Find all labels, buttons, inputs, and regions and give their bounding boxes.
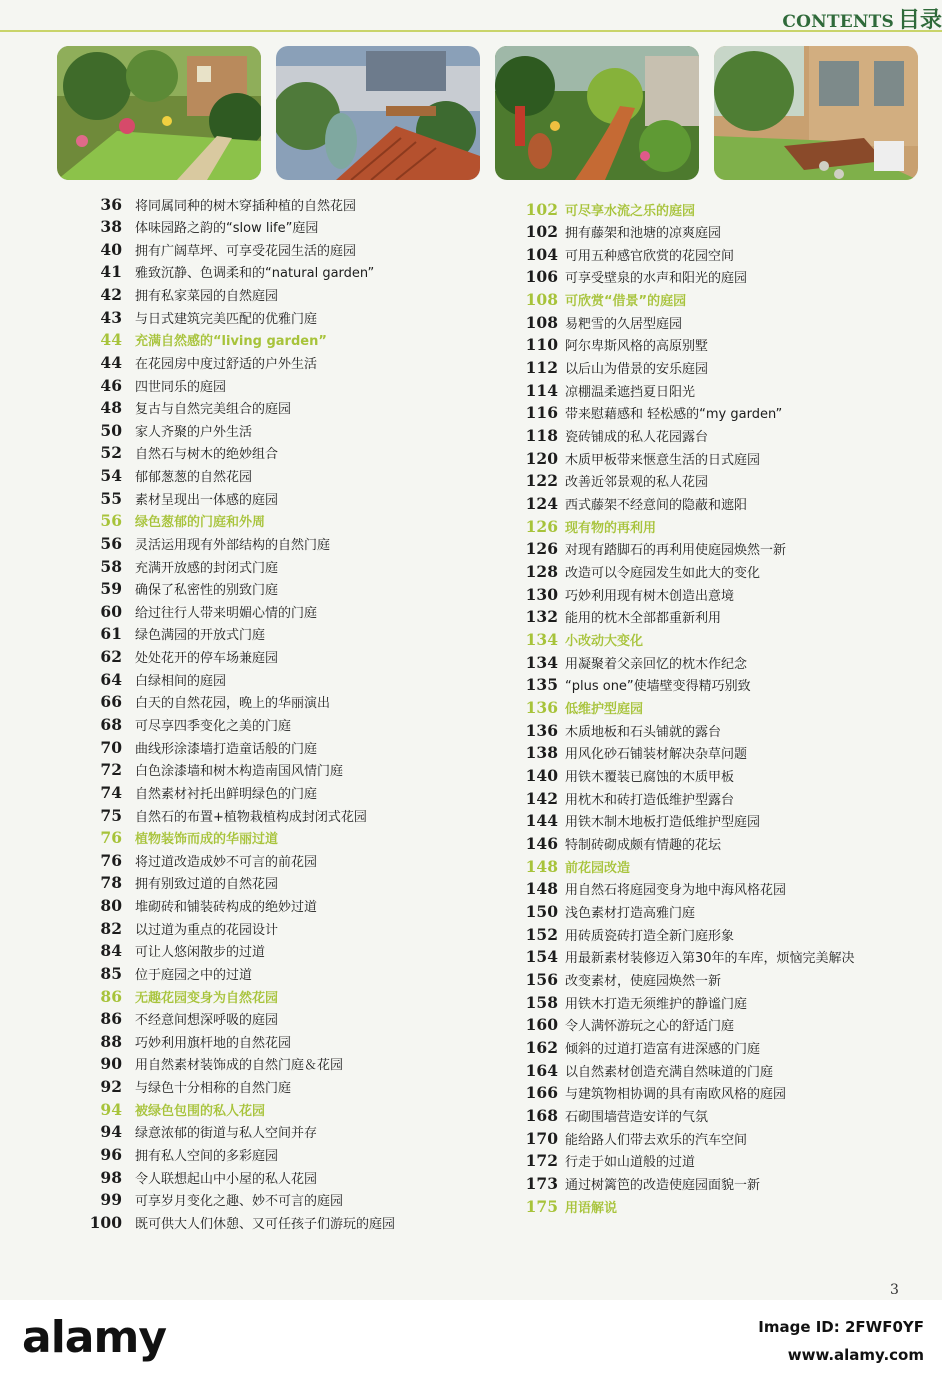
toc-entry (81, 623, 265, 645)
page-ref: 100 (89, 1212, 122, 1232)
toc-entry (81, 895, 317, 917)
page-ref: 98 (100, 1167, 122, 1187)
page-ref: 148 (525, 879, 558, 899)
toc-entry (515, 946, 855, 968)
page-ref: 75 (100, 805, 122, 825)
footer-image-id: Image ID: 2FWF0YF (758, 1318, 924, 1336)
entry-title: 自然素材衬托出鲜明绿色的门庭 (135, 786, 318, 802)
page-ref: 99 (100, 1190, 122, 1210)
page-ref: 106 (525, 267, 558, 287)
toc-entry (515, 470, 708, 492)
entry-title: 既可供大人们休憩、又可任孩子们游玩的庭园 (135, 1216, 396, 1232)
entry-title: 能用的枕木全部都重新利用 (565, 611, 722, 627)
page-ref: 126 (525, 539, 558, 559)
toc-entry (81, 781, 317, 803)
entry-title: 用铁木打造无须维护的静谧门庭 (565, 996, 748, 1012)
entry-title: 前花园改造 (565, 860, 631, 876)
entry-title: 体味园路之韵的“slow life”庭园 (135, 221, 319, 237)
page-ref: 44 (100, 330, 122, 350)
entry-title: 不经意间想深呼吸的庭园 (135, 1013, 279, 1029)
entry-title: 用最新素材装修迈入第30年的车库，烦恼完美解决 (565, 951, 855, 967)
page-ref: 76 (100, 850, 122, 870)
contents-label: CONTENTS (782, 12, 894, 32)
entry-title: 可尽享四季变化之美的门庭 (135, 718, 292, 734)
page-ref: 72 (100, 760, 122, 780)
toc-entry (81, 532, 330, 554)
entry-title: 浅色素材打造高雅门庭 (565, 905, 696, 921)
entry-title: 白天的自然花园，晚上的华丽演出 (135, 696, 331, 712)
section-heading (81, 510, 265, 532)
entry-title: 木质甲板带来惬意生活的日式庭园 (565, 452, 761, 468)
page-ref: 134 (525, 630, 558, 650)
toc-entry (81, 1030, 291, 1052)
entry-title: 拥有私家菜园的自然庭园 (135, 289, 279, 305)
page-ref: 86 (100, 1009, 122, 1029)
toc-entry (515, 991, 747, 1013)
toc-entry (515, 561, 760, 583)
page-ref: 120 (525, 448, 558, 468)
page-ref: 154 (525, 947, 558, 967)
entry-title: 可用五种感官欣赏的花园空间 (565, 248, 735, 264)
page-ref: 66 (100, 692, 122, 712)
toc-entry (81, 1143, 278, 1165)
page-ref: 96 (100, 1144, 122, 1164)
entry-title: 位于庭园之中的过道 (135, 967, 253, 983)
entry-title: 易粑雪的久居型庭园 (565, 316, 683, 332)
toc-entry (81, 216, 318, 238)
toc-entry (515, 447, 760, 469)
toc-entry (81, 1008, 278, 1030)
page-ref: 112 (525, 358, 558, 378)
page-ref: 52 (100, 443, 122, 463)
entry-title: 令人满怀游玩之心的舒适门庭 (565, 1019, 735, 1035)
entry-title: 西式藤架不经意间的隐蔽和遮阳 (565, 498, 748, 514)
entry-title: 植物装饰而成的华丽过道 (135, 832, 279, 848)
entry-title: 家人齐聚的户外生活 (135, 424, 253, 440)
page-ref: 102 (525, 199, 558, 219)
toc-entry (515, 923, 734, 945)
entry-title: 用风化砂石铺装材解决杂草问题 (565, 747, 748, 763)
toc-entry (515, 402, 782, 424)
page-ref: 90 (100, 1054, 122, 1074)
section-heading (81, 329, 327, 351)
page-ref: 102 (525, 222, 558, 242)
entry-title: 白绿相间的庭园 (135, 673, 227, 689)
page-ref: 50 (100, 420, 122, 440)
page-ref: 61 (100, 624, 122, 644)
entry-title: 给过往行人带来明媚心情的门庭 (135, 605, 318, 621)
page-ref: 55 (100, 488, 122, 508)
entry-title: 用自然素材装饰成的自然门庭＆花园 (135, 1058, 344, 1074)
toc-entry (81, 1189, 343, 1211)
entry-title: 堆砌砖和铺装砖构成的绝妙过道 (135, 900, 318, 916)
page-ref: 84 (100, 941, 122, 961)
page-ref: 136 (525, 720, 558, 740)
entry-title: 可享受壁泉的水声和阳光的庭园 (565, 271, 748, 287)
toc-entry (515, 832, 721, 854)
entry-title: 绿意浓郁的街道与私人空间并存 (135, 1126, 318, 1142)
page-ref: 94 (100, 1122, 122, 1142)
entry-title: 郁郁葱葱的自然花园 (135, 470, 253, 486)
entry-title: 拥有私人空间的多彩庭园 (135, 1148, 279, 1164)
toc-entry (81, 1211, 395, 1233)
page-ref: 82 (100, 918, 122, 938)
entry-title: 用铁木覆装已腐蚀的木质甲板 (565, 770, 735, 785)
toc-entry (515, 1082, 786, 1104)
section-heading (515, 515, 656, 537)
entry-title: 绿色满园的开放式门庭 (135, 628, 266, 644)
entry-title: 倾斜的过道打造富有进深感的门庭 (565, 1041, 761, 1057)
toc-entry (515, 266, 747, 288)
section-heading (515, 697, 643, 719)
toc-entry (81, 261, 374, 283)
entry-title: 在花园房中度过舒适的户外生活 (135, 356, 318, 372)
toc-entry (81, 1121, 317, 1143)
page-ref: 74 (100, 782, 122, 802)
entry-title: 特制砖砌成颇有情趣的花坛 (565, 837, 722, 853)
section-heading (81, 1098, 265, 1120)
entry-title: 瓷砖铺成的私人花园露台 (565, 430, 709, 446)
page-ref: 60 (100, 601, 122, 621)
page-ref: 156 (525, 969, 558, 989)
entry-title: 改造可以令庭园发生如此大的变化 (565, 566, 761, 582)
toc-entry (515, 900, 695, 922)
page-ref: 54 (100, 466, 122, 486)
entry-title: 小改动大变化 (565, 634, 644, 650)
page-ref: 46 (100, 375, 122, 395)
page-ref: 142 (525, 788, 558, 808)
page-ref: 108 (525, 312, 558, 332)
toc-entry (515, 243, 734, 265)
toc-entry (81, 284, 278, 306)
garden-photo-4 (714, 46, 918, 180)
page-ref: 78 (100, 873, 122, 893)
toc-entry (81, 668, 226, 690)
toc-entry (515, 719, 721, 741)
page-ref: 38 (100, 217, 122, 237)
entry-title: 被绿色包围的私人花园 (135, 1103, 266, 1119)
toc-entry (515, 311, 682, 333)
page-ref: 86 (100, 986, 122, 1006)
entry-title: 确保了私密性的别致门庭 (135, 583, 279, 599)
toc-entry (81, 442, 278, 464)
entry-title: 素材呈现出一体感的庭园 (135, 492, 279, 508)
page-ref: 173 (525, 1173, 558, 1193)
page-ref: 132 (525, 607, 558, 627)
entry-title: 能给路人们带去欢乐的汽车空间 (565, 1132, 748, 1148)
footer-logo: alamy (22, 1312, 166, 1363)
toc-entry (81, 962, 252, 984)
page-ref: 166 (525, 1083, 558, 1103)
page-ref: 70 (100, 737, 122, 757)
toc-entry (515, 651, 747, 673)
page-ref: 138 (525, 743, 558, 763)
page-ref: 56 (100, 533, 122, 553)
page-ref: 48 (100, 398, 122, 418)
page-ref: 56 (100, 511, 122, 531)
toc-entry (515, 1150, 695, 1172)
toc-entry (81, 872, 278, 894)
toc-entry (515, 379, 695, 401)
entry-title: 以过道为重点的花园设计 (135, 922, 279, 938)
toc-entry (81, 306, 317, 328)
page-ref: 144 (525, 811, 558, 831)
section-heading (515, 1195, 617, 1217)
entry-title: 木质地板和石头铺就的露台 (565, 724, 722, 740)
toc-entry (515, 1059, 773, 1081)
entry-title: 通过树篱笆的改造使庭园面貌一新 (565, 1177, 761, 1193)
page-ref: 116 (525, 403, 558, 423)
entry-title: 白色涂漆墙和树木构造南国风情门庭 (135, 764, 344, 780)
page-ref: 58 (100, 556, 122, 576)
entry-title: 无趣花园变身为自然花园 (135, 990, 279, 1006)
page-ref: 124 (525, 494, 558, 514)
entry-title: 对现有踏脚石的再利用使庭园焕然一新 (565, 543, 787, 559)
garden-photo-2 (276, 46, 480, 180)
toc-entry (515, 742, 747, 764)
toc-entry (515, 425, 708, 447)
page-ref: 140 (525, 766, 558, 785)
toc-entry (515, 674, 751, 696)
toc-entry (515, 878, 786, 900)
entry-title: 可享岁月变化之趣、妙不可言的庭园 (135, 1194, 344, 1210)
entry-title: 用语解说 (565, 1200, 618, 1216)
toc-entry (81, 691, 330, 713)
contents-header (782, 8, 942, 32)
page-ref: 172 (525, 1151, 558, 1171)
page-ref: 146 (525, 833, 558, 853)
toc-entry (81, 713, 291, 735)
toc-entry (81, 397, 291, 419)
page-ref: 148 (525, 856, 558, 876)
entry-title: 将过道改造成妙不可言的前花园 (135, 854, 318, 870)
toc-entry (515, 968, 721, 990)
garden-photo-3 (495, 46, 699, 180)
toc-entry (81, 193, 356, 215)
entry-title: 令人联想起山中小屋的私人花园 (135, 1171, 318, 1187)
entry-title: 阿尔卑斯风格的高原别墅 (565, 339, 709, 355)
page-ref: 94 (100, 1099, 122, 1119)
entry-title: “plus one”使墙壁变得精巧别致 (565, 679, 751, 695)
entry-title: 巧妙利用旗杆地的自然花园 (135, 1035, 292, 1051)
page-ref: 164 (525, 1060, 558, 1080)
toc-entry (515, 1014, 734, 1036)
entry-title: 用砖质瓷砖打造全新门庭形象 (565, 928, 735, 944)
entry-title: 行走于如山道般的过道 (565, 1155, 696, 1171)
entry-title: 雅致沉静、色调柔和的“natural garden” (135, 266, 375, 282)
entry-title: 自然石的布置+植物栽植构成封闭式花园 (135, 809, 367, 825)
entry-title: 处处花开的停车场兼庭园 (135, 651, 279, 667)
page-ref: 43 (100, 307, 122, 327)
toc-entry (81, 917, 278, 939)
entry-title: 拥有别致过道的自然花园 (135, 877, 279, 893)
page-ref: 62 (100, 647, 122, 667)
toc-entry (81, 940, 265, 962)
entry-title: 改善近邻景观的私人花园 (565, 475, 709, 491)
garden-photo-1 (57, 46, 261, 180)
page-ref: 128 (525, 562, 558, 582)
toc-entry (515, 1036, 760, 1058)
entry-title: 曲线形涂漆墙打造童话般的门庭 (135, 741, 318, 757)
toc-entry (515, 334, 708, 356)
toc-entry (515, 538, 786, 560)
page-ref: 160 (525, 1015, 558, 1035)
page-ref: 170 (525, 1128, 558, 1148)
page-ref: 92 (100, 1077, 122, 1097)
entry-title: 绿色葱郁的门庭和外周 (135, 515, 266, 531)
page-ref: 168 (525, 1105, 558, 1125)
toc-entry (81, 578, 278, 600)
toc-entry (515, 583, 734, 605)
entry-title: 自然石与树木的绝妙组合 (135, 447, 279, 463)
page-ref: 44 (100, 352, 122, 372)
toc-entry (81, 1166, 317, 1188)
page-ref: 135 (525, 675, 558, 695)
entry-title: 充满开放感的封闭式门庭 (135, 560, 279, 576)
entry-title: 带来慰藉感和 轻松感的“my garden” (565, 407, 783, 423)
page-ref: 118 (525, 426, 558, 446)
toc-entry (81, 1053, 343, 1075)
entry-title: 灵活运用现有外部结构的自然门庭 (135, 537, 331, 553)
entry-title: 低维护型庭园 (565, 702, 644, 718)
section-heading (515, 289, 686, 311)
entry-title: 石砌围墙营造安详的气氛 (565, 1109, 709, 1125)
entry-title: 与绿色十分相称的自然门庭 (135, 1081, 292, 1097)
entry-title: 将同属同种的树木穿插种植的自然花园 (135, 198, 357, 214)
toc-entry (81, 419, 252, 441)
page-ref: 36 (100, 194, 122, 214)
toc-entry (515, 357, 708, 379)
entry-title: 可让人悠闲散步的过道 (135, 945, 266, 961)
page-ref: 76 (100, 828, 122, 848)
page-ref: 40 (100, 239, 122, 259)
page-ref: 64 (100, 669, 122, 689)
page-number: 3 (890, 1282, 899, 1298)
mulu-label: 目录 (897, 8, 942, 33)
entry-title: 改变素材，使庭园焕然一新 (565, 973, 722, 989)
section-heading (81, 985, 278, 1007)
toc-entry (515, 1104, 708, 1126)
entry-title: 用凝聚着父亲回忆的枕木作纪念 (565, 656, 748, 672)
toc-entry (81, 736, 317, 758)
page-ref: 122 (525, 471, 558, 491)
page-ref: 158 (525, 992, 558, 1012)
toc-entry (81, 487, 278, 509)
entry-title: 用自然石将庭园变身为地中海风格花园 (565, 883, 787, 899)
toc-entry (81, 646, 278, 668)
section-heading (81, 827, 278, 849)
footer-url: www.alamy.com (787, 1346, 924, 1364)
entry-title: 充满自然感的“living garden” (135, 334, 327, 350)
page-ref: 88 (100, 1031, 122, 1051)
entry-title: 巧妙利用现有树木创造出意境 (565, 588, 735, 604)
entry-title: 四世同乐的庭园 (135, 379, 227, 395)
page-ref: 114 (525, 380, 558, 400)
toc-entry (81, 465, 252, 487)
page-ref: 152 (525, 924, 558, 944)
toc-entry (515, 810, 760, 832)
toc-entry (515, 606, 721, 628)
toc-entry (515, 787, 734, 809)
toc-entry (81, 849, 317, 871)
toc-entry (515, 1127, 747, 1149)
toc-entry (81, 759, 343, 781)
page-ref: 130 (525, 584, 558, 604)
section-heading (515, 629, 643, 651)
toc-entry (515, 1172, 760, 1194)
page-ref: 108 (525, 290, 558, 310)
page-ref: 162 (525, 1037, 558, 1057)
entry-title: 以后山为借景的安乐庭园 (565, 362, 709, 378)
entry-title: 复古与自然完美组合的庭园 (135, 402, 292, 418)
page-ref: 136 (525, 698, 558, 718)
page-ref: 42 (100, 285, 122, 305)
toc-entry (515, 493, 747, 515)
page-ref: 110 (525, 335, 558, 355)
entry-title: 拥有广阔草坪、可享受花园生活的庭园 (135, 243, 357, 259)
toc-entry (515, 221, 721, 243)
toc-entry (515, 765, 734, 787)
section-heading (515, 855, 630, 877)
toc-entry (81, 555, 278, 577)
section-heading (515, 198, 695, 220)
page-ref: 59 (100, 579, 122, 599)
entry-title: 与建筑物相协调的具有南欧风格的庭园 (565, 1087, 787, 1103)
entry-title: 拥有藤架和池塘的凉爽庭园 (565, 226, 722, 242)
toc-entry (81, 238, 356, 260)
toc-entry (81, 600, 317, 622)
toc-entry (81, 351, 317, 373)
entry-title: 用枕木和砖打造低维护型露台 (565, 792, 735, 808)
page-ref: 126 (525, 516, 558, 536)
entry-title: 可尽享水流之乐的庭园 (565, 203, 696, 219)
entry-title: 可欣赏“借景”的庭园 (565, 294, 687, 310)
page-ref: 41 (100, 262, 122, 282)
entry-title: 现有物的再利用 (565, 520, 657, 536)
page-ref: 80 (100, 896, 122, 916)
entry-title: 以自然素材创造充满自然味道的门庭 (565, 1064, 774, 1080)
page-ref: 175 (525, 1196, 558, 1216)
toc-entry (81, 1076, 291, 1098)
page-ref: 85 (100, 963, 122, 983)
page-ref: 68 (100, 714, 122, 734)
page-ref: 134 (525, 652, 558, 672)
entry-title: 凉棚温柔遮挡夏日阳光 (565, 384, 696, 400)
toc-entry (81, 804, 367, 826)
toc-entry (81, 374, 226, 396)
page-ref: 150 (525, 901, 558, 921)
entry-title: 与日式建筑完美匹配的优雅门庭 (135, 311, 318, 327)
page-ref: 104 (525, 244, 558, 264)
entry-title: 用铁木制木地板打造低维护型庭园 (565, 815, 761, 831)
